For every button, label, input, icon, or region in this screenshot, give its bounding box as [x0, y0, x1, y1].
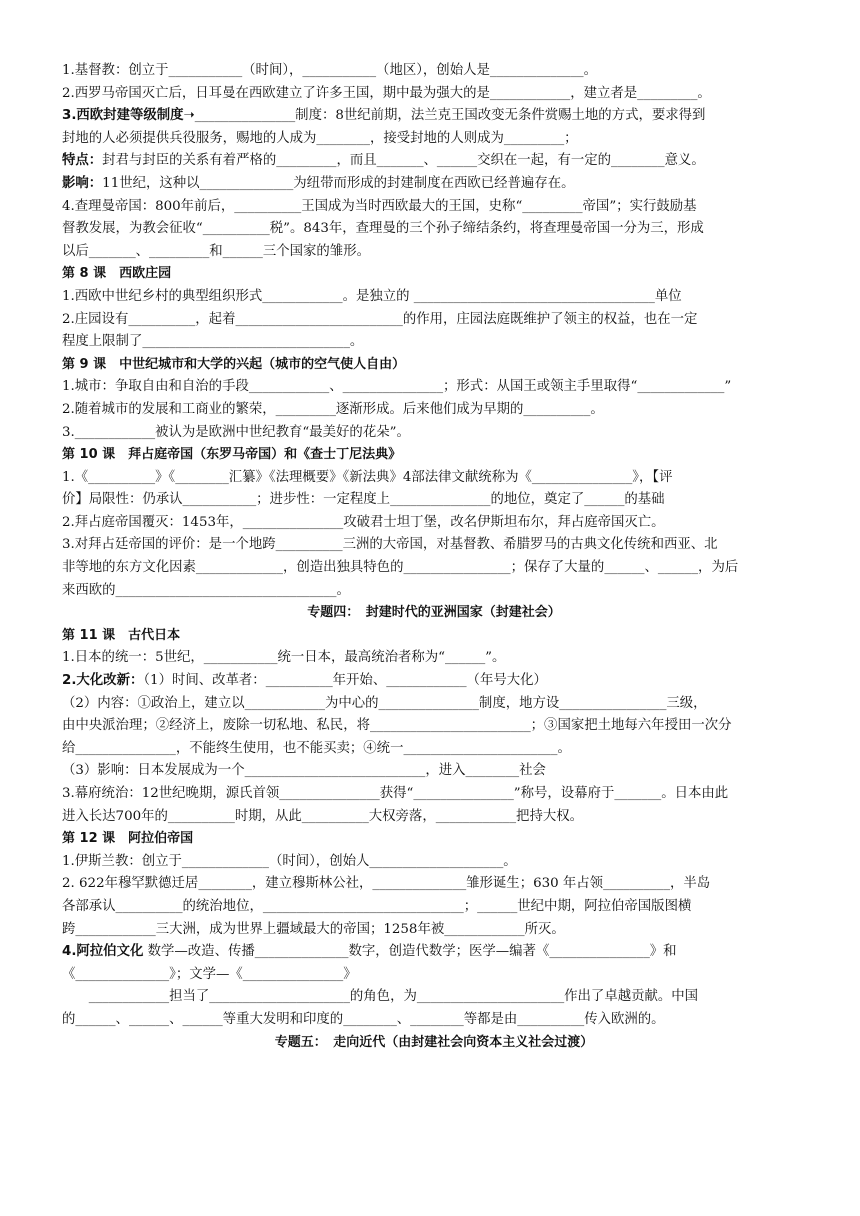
- lesson-heading: [62, 444, 806, 467]
- line-text: 程度上限制了_______________________________。: [62, 334, 364, 350]
- line-text: 封君与封臣的关系有着严格的_________，而且_______、______交织在一起，有一定的________意义。: [102, 153, 705, 169]
- line-text: 第 11 课 古代日本: [62, 627, 181, 643]
- lesson-heading: [62, 828, 806, 851]
- worksheet-line: [62, 647, 806, 670]
- line-text: 2. 622年穆罕默德迁居________，建立穆斯林公社，______________雏形诞生；630 年占领__________，半岛: [62, 876, 711, 892]
- line-text: 3.幕府统治：12世纪晚期，源氏首领_______________获得“_______________”称号，设幕府于_______。日本由此: [62, 786, 729, 801]
- worksheet-line: [62, 83, 806, 106]
- line-text: 3.____________被认为是欧洲中世纪教育“最美好的花朵”。: [62, 424, 410, 440]
- worksheet-line: [62, 512, 806, 535]
- worksheet-line: [62, 670, 806, 693]
- worksheet-line: [62, 1009, 806, 1032]
- worksheet-line: [62, 489, 806, 512]
- line-text: 3.对拜占廷帝国的评价：是一个地跨__________三洲的大帝国，对基督教、希腊罗马的古典文化传统和西亚、北: [62, 537, 718, 553]
- line-text: 给_______________，不能终生使用，也不能买卖；④统一_______________________。: [62, 740, 571, 756]
- line-text: 1.西欧中世纪乡村的典型组织形式____________。是独立的 ____________________________________单位: [62, 288, 682, 304]
- lesson-heading: [62, 625, 806, 648]
- line-text: 价】局限性：仍承认___________；进步性：一定程度上_______________的地位，奠定了______的基础: [62, 492, 665, 508]
- line-text: 4.查理曼帝国：800年前后，__________王国成为当时西欧最大的王国，史称“_________帝国”；实行鼓励基: [62, 198, 697, 214]
- worksheet-line: [62, 467, 806, 490]
- line-text: 数学—改造、传播______________数字，创造代数学；医学—编著《_______________》和: [143, 944, 677, 960]
- line-text: 2.随着城市的发展和工商业的繁荣，_________逐渐形成。后来他们成为早期的__________。: [62, 401, 604, 417]
- worksheet-line: [62, 941, 806, 964]
- bold-lead: 影响：: [62, 175, 103, 191]
- worksheet-line: [62, 783, 806, 806]
- bold-lead: 3.西欧封建等级制度➝: [62, 108, 195, 124]
- topic-heading: [62, 602, 806, 625]
- line-text: 1.《__________》《________汇纂》《法理概要》《新法典》4部法律文献统称为《_______________》，【评: [62, 469, 673, 485]
- worksheet-line: [62, 896, 806, 919]
- worksheet-line: [62, 128, 806, 151]
- line-text: 非等地的东方文化因素_____________，创造出独具特色的________________；保存了大量的______、______，为后: [62, 560, 739, 576]
- worksheet-line: [62, 399, 806, 422]
- worksheet-line: [62, 196, 806, 219]
- lesson-heading: [62, 354, 806, 377]
- worksheet-line: [62, 760, 806, 783]
- line-text: 督教发展，为教会征收“__________税”。843年，查理曼的三个孙子缔结条约，将查理曼帝国一分为三，形成: [62, 221, 704, 237]
- line-text: 以后_______、_________和______三个国家的雏形。: [62, 243, 370, 259]
- worksheet-line: [62, 286, 806, 309]
- worksheet-line: [62, 738, 806, 761]
- line-text: 来西欧的_________________________________。: [62, 582, 350, 598]
- worksheet-line: [62, 150, 806, 173]
- worksheet-line: [62, 806, 806, 829]
- worksheet-line: [62, 218, 806, 241]
- worksheet-line: [62, 331, 806, 354]
- line-text: 1.城市：争取自由和自治的手段____________、_______________；形式：从国王或领主手里取得“_____________”: [62, 379, 732, 395]
- line-text: 专题五： 走向近代（由封建社会向资本主义社会过渡）: [274, 1034, 594, 1050]
- line-text: （2）内容：①政治上，建立以____________为中心的_______________制度，地方设________________三级，: [62, 695, 707, 711]
- worksheet-line: [62, 715, 806, 738]
- line-text: 《______________》；文学—《_______________》: [62, 966, 357, 982]
- lesson-heading: [62, 263, 806, 286]
- bold-lead: 4.阿拉伯文化: [62, 944, 144, 960]
- worksheet-line: [62, 376, 806, 399]
- worksheet-line: [62, 580, 806, 603]
- worksheet-line: [62, 851, 806, 874]
- worksheet-line: [62, 986, 806, 1009]
- line-text: _______________制度：8世纪前期，法兰克王国改变无条件赏赐土地的方式，要求得到: [194, 108, 706, 124]
- line-text: 1.伊斯兰教：创立于_____________（时间），创始人____________________。: [62, 853, 517, 869]
- worksheet-line: [62, 105, 806, 128]
- line-text: 第 8 课 西欧庄园: [62, 266, 172, 282]
- worksheet-line: [62, 873, 806, 896]
- bold-lead: 特点：: [62, 153, 103, 169]
- line-text: 第 12 课 阿拉伯帝国: [62, 831, 194, 847]
- line-text: 专题四： 封建时代的亚洲国家（封建社会）: [307, 605, 561, 621]
- line-text: 1.日本的统一：5世纪，___________统一日本，最高统治者称为“______”。: [62, 650, 506, 666]
- worksheet-line: [62, 534, 806, 557]
- line-text: 第 10 课 拜占庭帝国（东罗马帝国）和《查士丁尼法典》: [62, 447, 402, 463]
- line-text: （1）时间、改革者：__________年开始、____________（年号大化）: [143, 673, 547, 689]
- worksheet-line: [62, 693, 806, 716]
- line-text: 2.拜占庭帝国覆灭：1453年，_______________攻破君士坦丁堡，改名伊斯坦布尔，拜占庭帝国灭亡。: [62, 514, 665, 530]
- bold-lead: 2.大化改新：: [62, 673, 144, 689]
- worksheet-line: [62, 173, 806, 196]
- line-text: 由中央派治理；②经济上，废除一切私地、私民，将________________________；③国家把土地每六年授田一次分: [62, 718, 732, 734]
- worksheet-line: [62, 422, 806, 445]
- line-text: 第 9 课 中世纪城市和大学的兴起（城市的空气使人自由）: [62, 356, 406, 372]
- worksheet-line: [62, 241, 806, 264]
- line-text: 1.基督教：创立于___________（时间），___________（地区），创始人是______________。: [62, 63, 597, 78]
- worksheet-line: [62, 60, 806, 83]
- worksheet-line: [62, 919, 806, 942]
- line-text: 各部承认__________的统治地位，______________________________；______世纪中期，阿拉伯帝国版图横: [62, 898, 692, 914]
- line-text: 进入长达700年的__________时期，从此__________大权旁落，____________把持大权。: [62, 808, 584, 824]
- worksheet-line: [62, 964, 806, 987]
- line-text: 11世纪，这种以______________为纽带而形成的封建制度在西欧已经普遍存在。: [102, 175, 575, 191]
- topic-heading: [62, 1032, 806, 1055]
- line-text: （3）影响：日本发展成为一个___________________________，进入________社会: [62, 763, 546, 779]
- line-text: 跨____________三大洲，成为世界上疆域最大的帝国；1258年被____________所灭。: [62, 921, 565, 937]
- line-text: 2.西罗马帝国灭亡后，日耳曼在西欧建立了许多王国，期中最为强大的是____________，建立者是_________。: [62, 85, 711, 101]
- line-text: 2.庄园设有__________，起着_________________________的作用，庄园法庭既维护了领主的权益，也在一定: [62, 311, 698, 327]
- line-text: ____________担当了_____________________的角色，为______________________作出了卓越贡献。中国: [62, 989, 699, 1005]
- line-text: 的______、______、______等重大发明和印度的________、________等都是由__________传入欧洲的。: [62, 1011, 665, 1027]
- worksheet-line: [62, 309, 806, 332]
- line-text: 封地的人必须提供兵役服务，赐地的人成为________，接受封地的人则成为_________；: [62, 130, 578, 146]
- worksheet-line: [62, 557, 806, 580]
